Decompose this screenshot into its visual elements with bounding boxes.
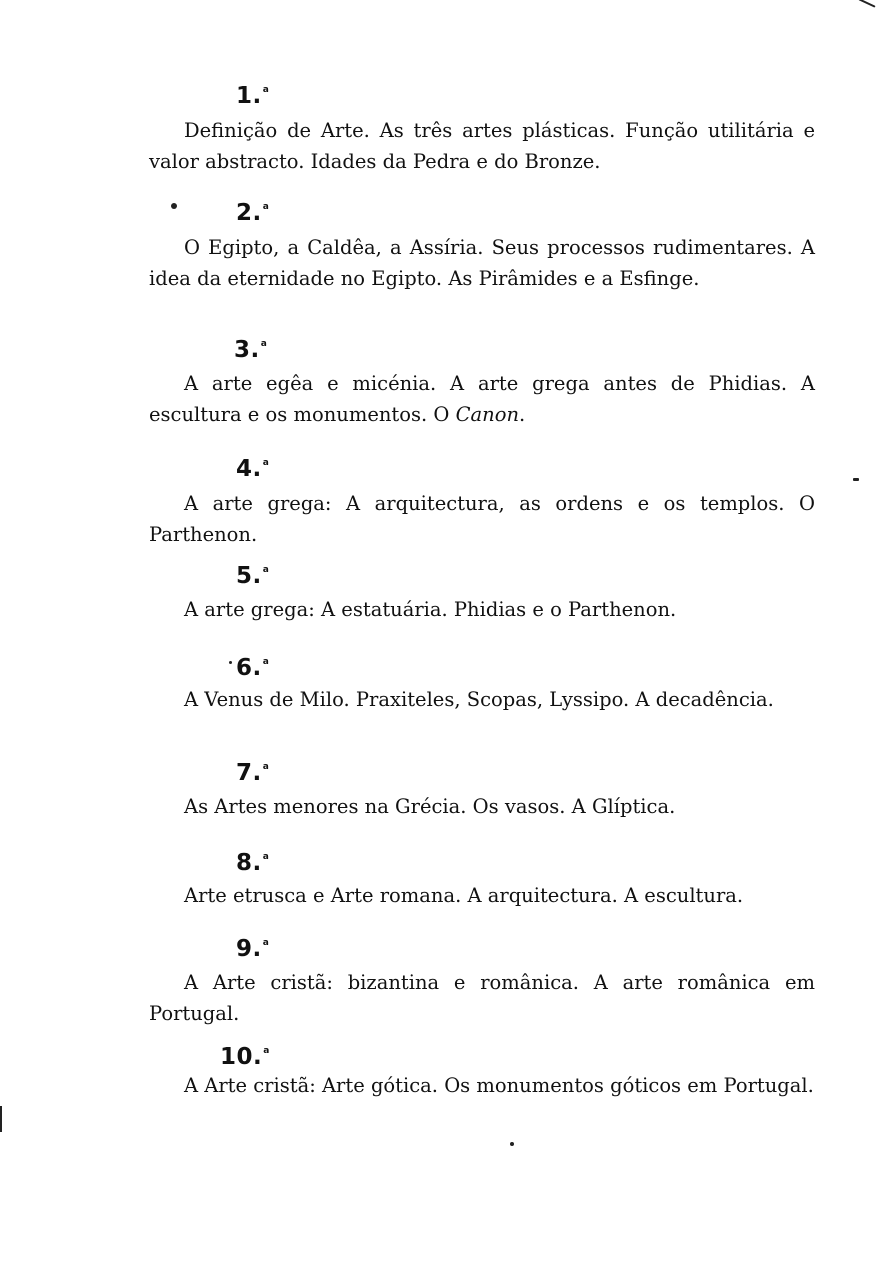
lesson-text: A Arte cristã: Arte gótica. Os monumentos góticos em Portugal. <box>184 1074 814 1097</box>
corner-mark <box>858 0 875 8</box>
bullet-mark <box>171 203 177 209</box>
lesson-text: A Venus de Milo. Praxiteles, Scopas, Lyssipo. A decadência. <box>184 688 774 711</box>
lesson-text: Definição de Arte. As três artes plásticas. Função utilitária e valor abstracto. Idades da Pedra e do Bronze. <box>149 119 815 173</box>
dot-mark <box>510 1142 514 1146</box>
lesson-number: 7.$^a$ <box>236 760 270 786</box>
lesson-number: 8.$^a$ <box>236 850 270 876</box>
lesson-text: A arte grega: A estatuária. Phidias e o Parthenon. <box>184 598 677 621</box>
lesson-number: 3.$^a$ <box>234 337 268 363</box>
lesson-text: As Artes menores na Grécia. Os vasos. A Glíptica. <box>184 795 676 818</box>
lesson-number: 6.$^a$ <box>236 655 270 681</box>
lesson-text: A Arte cristã: bizantina e românica. A arte românica em Portugal. <box>149 971 815 1025</box>
lesson-text: Arte etrusca e Arte romana. A arquitectura. A escultura. <box>184 884 744 907</box>
margin-mark <box>0 1106 2 1132</box>
lesson-number: 10.$^a$ <box>220 1044 270 1070</box>
lesson-text: A arte egêa e micénia. A arte grega antes de Phidias. A escultura e os monumentos. O Canon. <box>149 372 815 426</box>
lesson-number: 5.$^a$ <box>236 563 270 589</box>
lesson-number: 1.$^a$ <box>236 83 270 109</box>
lesson-number: 9.$^a$ <box>236 936 270 962</box>
lesson-text: A arte grega: A arquitectura, as ordens e os templos. O Parthenon. <box>149 492 815 546</box>
dot-mark <box>853 478 859 481</box>
lesson-number: 2.$^a$ <box>236 200 270 226</box>
lesson-text: O Egipto, a Caldêa, a Assíria. Seus processos rudimentares. A idea da eternidade no Egipto. As Pirâmides e a Esfinge. <box>149 236 815 290</box>
dot-mark <box>229 661 232 664</box>
lesson-number: 4.$^a$ <box>236 456 270 482</box>
